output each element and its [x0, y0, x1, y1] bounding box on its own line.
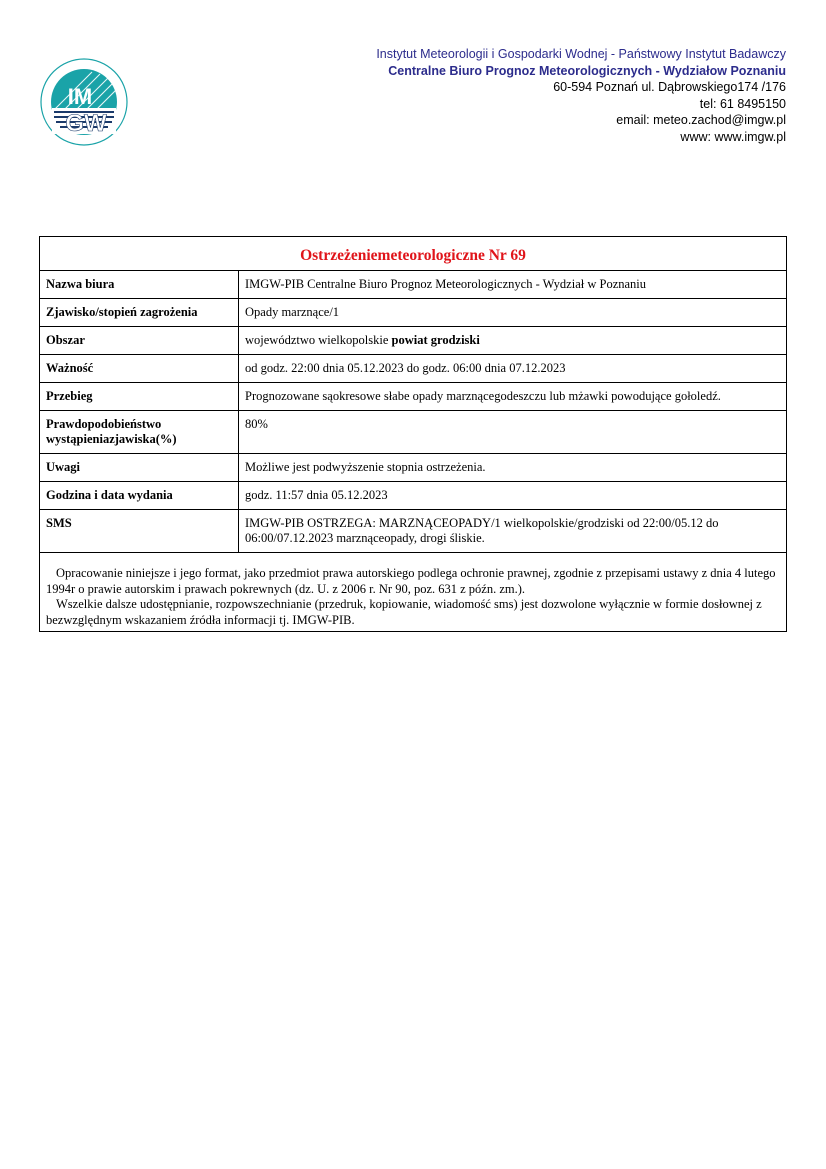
row-value [239, 327, 787, 355]
logo-text-bottom: GW [65, 110, 107, 137]
row-label: Nazwa biura [40, 271, 239, 299]
table-row [40, 327, 786, 355]
imgw-logo-icon [40, 58, 128, 146]
redistribution-paragraph: Wszelkie dalsze udostępnianie, rozpowszechnianie (przedruk, kopiowanie, wiadomość sms) jest dozwolone wyłącznie w formie dosłownej z bezwzględnym wskazaniem źródła informacji tj. IMGW-PIB. [46, 597, 762, 627]
row-value-text: 80% [245, 417, 268, 431]
table-row [40, 271, 786, 299]
header-office-name: Centralne Biuro Prognoz Meteorologicznych - Wydziałow Poznaniu [388, 63, 786, 78]
row-value-text: Możliwe jest podwyższenie stopnia ostrzeżenia. [245, 460, 486, 474]
copyright-notice [40, 553, 786, 631]
row-label: Godzina i data wydania [40, 482, 239, 510]
row-value-text: województwo wielkopolskie [245, 333, 392, 347]
header-institute-name: Instytut Meteorologii i Gospodarki Wodnej - Państwowy Instytut Badawczy [376, 47, 786, 61]
row-label: Ważność [40, 355, 239, 383]
header-website[interactable]: www: www.imgw.pl [680, 129, 786, 144]
row-value-text: Prognozowane sąokresowe słabe opady marznącegodeszczu lub mżawki powodujące gołoledź. [245, 389, 721, 403]
logo-text-top: IM [67, 84, 93, 109]
row-label: Przebieg [40, 383, 239, 411]
warning-title: Ostrzeżeniemeteorologiczne Nr 69 [40, 237, 786, 271]
institution-header [376, 46, 786, 145]
table-row [40, 383, 786, 411]
row-value-text: godz. 11:57 dnia 05.12.2023 [245, 488, 388, 502]
row-value [239, 454, 787, 482]
header-phone: tel: 61 8495150 [699, 96, 786, 111]
table-row [40, 411, 786, 454]
table-row [40, 355, 786, 383]
row-label: Obszar [40, 327, 239, 355]
row-label: SMS [40, 510, 239, 553]
header-address: 60-594 Poznań ul. Dąbrowskiego174 /176 [553, 80, 786, 94]
row-value-text: od godz. 22:00 dnia 05.12.2023 do godz. 06:00 dnia 07.12.2023 [245, 361, 566, 375]
row-value-text: Opady marznące/1 [245, 305, 340, 319]
row-label: Prawdopodobieństwo wystąpieniazjawiska(%) [40, 411, 239, 454]
table-row [40, 482, 786, 510]
row-value-text: IMGW-PIB Centralne Biuro Prognoz Meteorologicznych - Wydział w Poznaniu [245, 277, 647, 291]
row-value [239, 355, 787, 383]
row-label: Uwagi [40, 454, 239, 482]
warning-document [39, 236, 787, 632]
row-value [239, 271, 787, 299]
table-row [40, 510, 786, 553]
row-value [239, 411, 787, 454]
table-row [40, 299, 786, 327]
row-value-bold: powiat grodziski [391, 333, 480, 347]
header-email[interactable]: email: meteo.zachod@imgw.pl [616, 113, 786, 127]
table-row [40, 454, 786, 482]
copyright-paragraph: Opracowanie niniejsze i jego format, jako przedmiot prawa autorskiego podlega ochronie prawnej, zgodnie z przepisami ustawy z dnia 4 lutego 1994r o prawie autorskim i prawach pokrewnych (dz. U. z 2006 r. Nr 90, poz. 631 z późn. zm.). [46, 566, 776, 596]
warning-table [40, 271, 786, 553]
row-value-text: IMGW-PIB OSTRZEGA: MARZNĄCEOPADY/1 wielkopolskie/grodziski od 22:00/05.12 do 06:00/07.12.2023 marznąceopady, drogi śliskie. [245, 516, 719, 545]
row-value [239, 510, 787, 553]
row-value [239, 383, 787, 411]
row-value [239, 299, 787, 327]
row-label: Zjawisko/stopień zagrożenia [40, 299, 239, 327]
row-value [239, 482, 787, 510]
imgw-logo [40, 58, 128, 146]
